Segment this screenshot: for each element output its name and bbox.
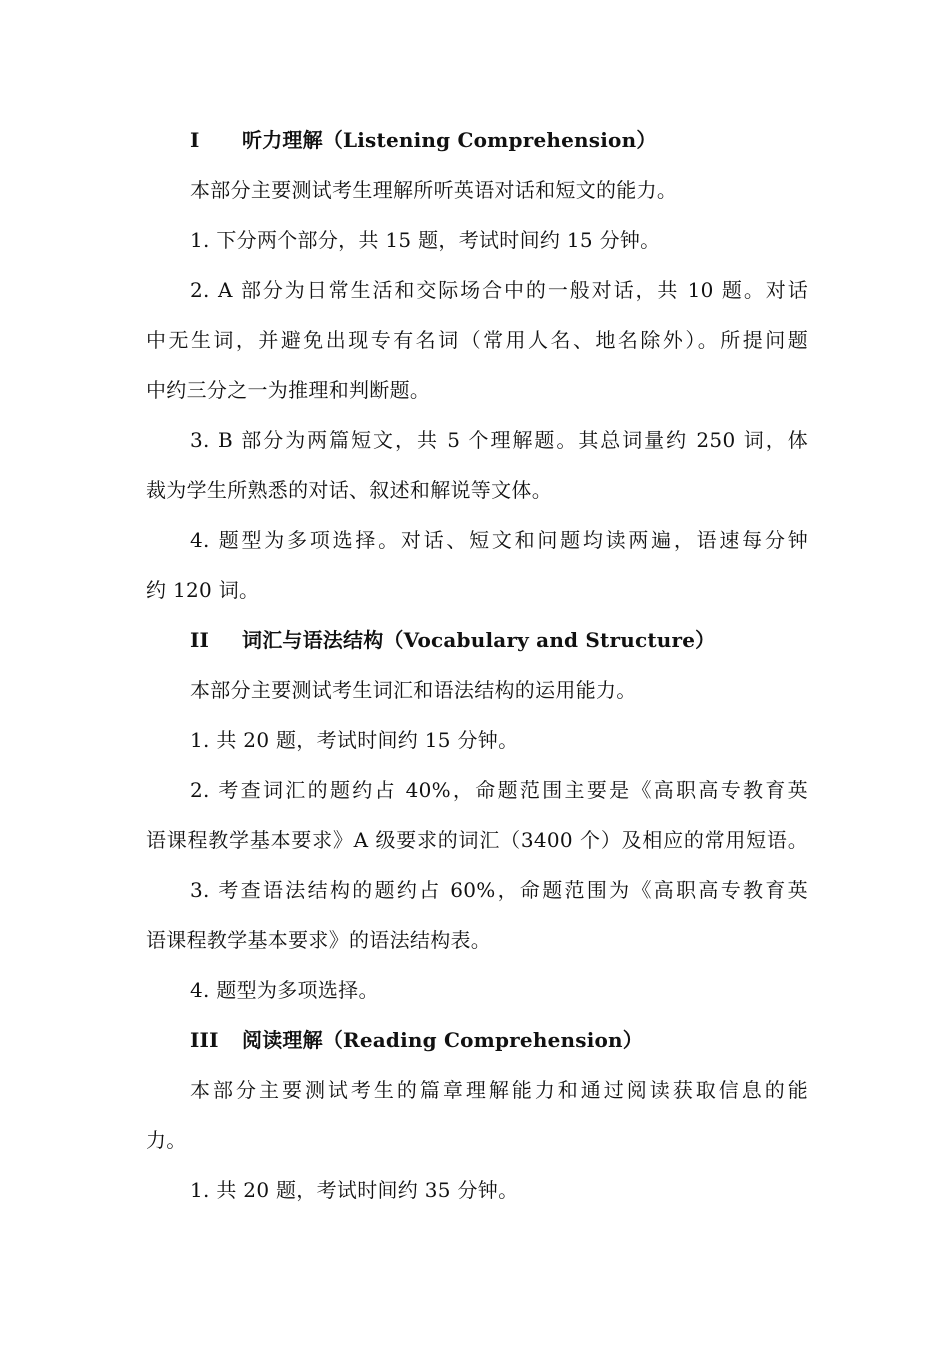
paragraph-line: 中无生词，并避免出现专有名词（常用人名、地名除外）。所提问题 — [146, 328, 808, 352]
section-number: III — [190, 1028, 219, 1052]
paragraph-line: 2. A 部分为日常生活和交际场合中的一般对话，共 10 题。对话 — [190, 278, 808, 302]
section-number: I — [190, 128, 200, 152]
paragraph-line: 1. 共 20 题，考试时间约 35 分钟。 — [190, 1178, 519, 1202]
paragraph-line: 1. 下分两个部分，共 15 题，考试时间约 15 分钟。 — [190, 228, 661, 252]
section-heading-vocabulary — [190, 626, 808, 654]
paragraph-line: 语课程教学基本要求》A 级要求的词汇（3400 个）及相应的常用短语。 — [146, 828, 808, 852]
section-title: 听力理解（Listening Comprehension） — [242, 128, 657, 152]
paragraph-line: 中约三分之一为推理和判断题。 — [146, 378, 431, 402]
paragraph-line: 裁为学生所熟悉的对话、叙述和解说等文体。 — [146, 478, 552, 502]
paragraph-line: 4. 题型为多项选择。对话、短文和问题均读两遍，语速每分钟 — [190, 528, 808, 552]
paragraph-line: 3. B 部分为两篇短文，共 5 个理解题。其总词量约 250 词，体 — [190, 428, 808, 452]
section-intro: 力。 — [146, 1128, 187, 1152]
paragraph-line: 3. 考查语法结构的题约占 60%，命题范围为《高职高专教育英 — [190, 878, 808, 902]
section-title: 词汇与语法结构（Vocabulary and Structure） — [242, 628, 716, 652]
paragraph-line: 4. 题型为多项选择。 — [190, 978, 379, 1002]
paragraph-line: 1. 共 20 题，考试时间约 15 分钟。 — [190, 728, 519, 752]
section-number: II — [190, 628, 210, 652]
section-title: 阅读理解（Reading Comprehension） — [242, 1028, 643, 1052]
section-heading-listening — [190, 126, 808, 154]
paragraph-line: 2. 考查词汇的题约占 40%，命题范围主要是《高职高专教育英 — [190, 778, 808, 802]
paragraph-line: 约 120 词。 — [146, 578, 260, 602]
section-intro: 本部分主要测试考生词汇和语法结构的运用能力。 — [190, 678, 637, 702]
paragraph-line: 语课程教学基本要求》的语法结构表。 — [146, 928, 492, 952]
section-intro: 本部分主要测试考生的篇章理解能力和通过阅读获取信息的能 — [190, 1078, 808, 1102]
section-intro: 本部分主要测试考生理解所听英语对话和短文的能力。 — [190, 178, 678, 202]
section-heading-reading — [190, 1026, 808, 1054]
